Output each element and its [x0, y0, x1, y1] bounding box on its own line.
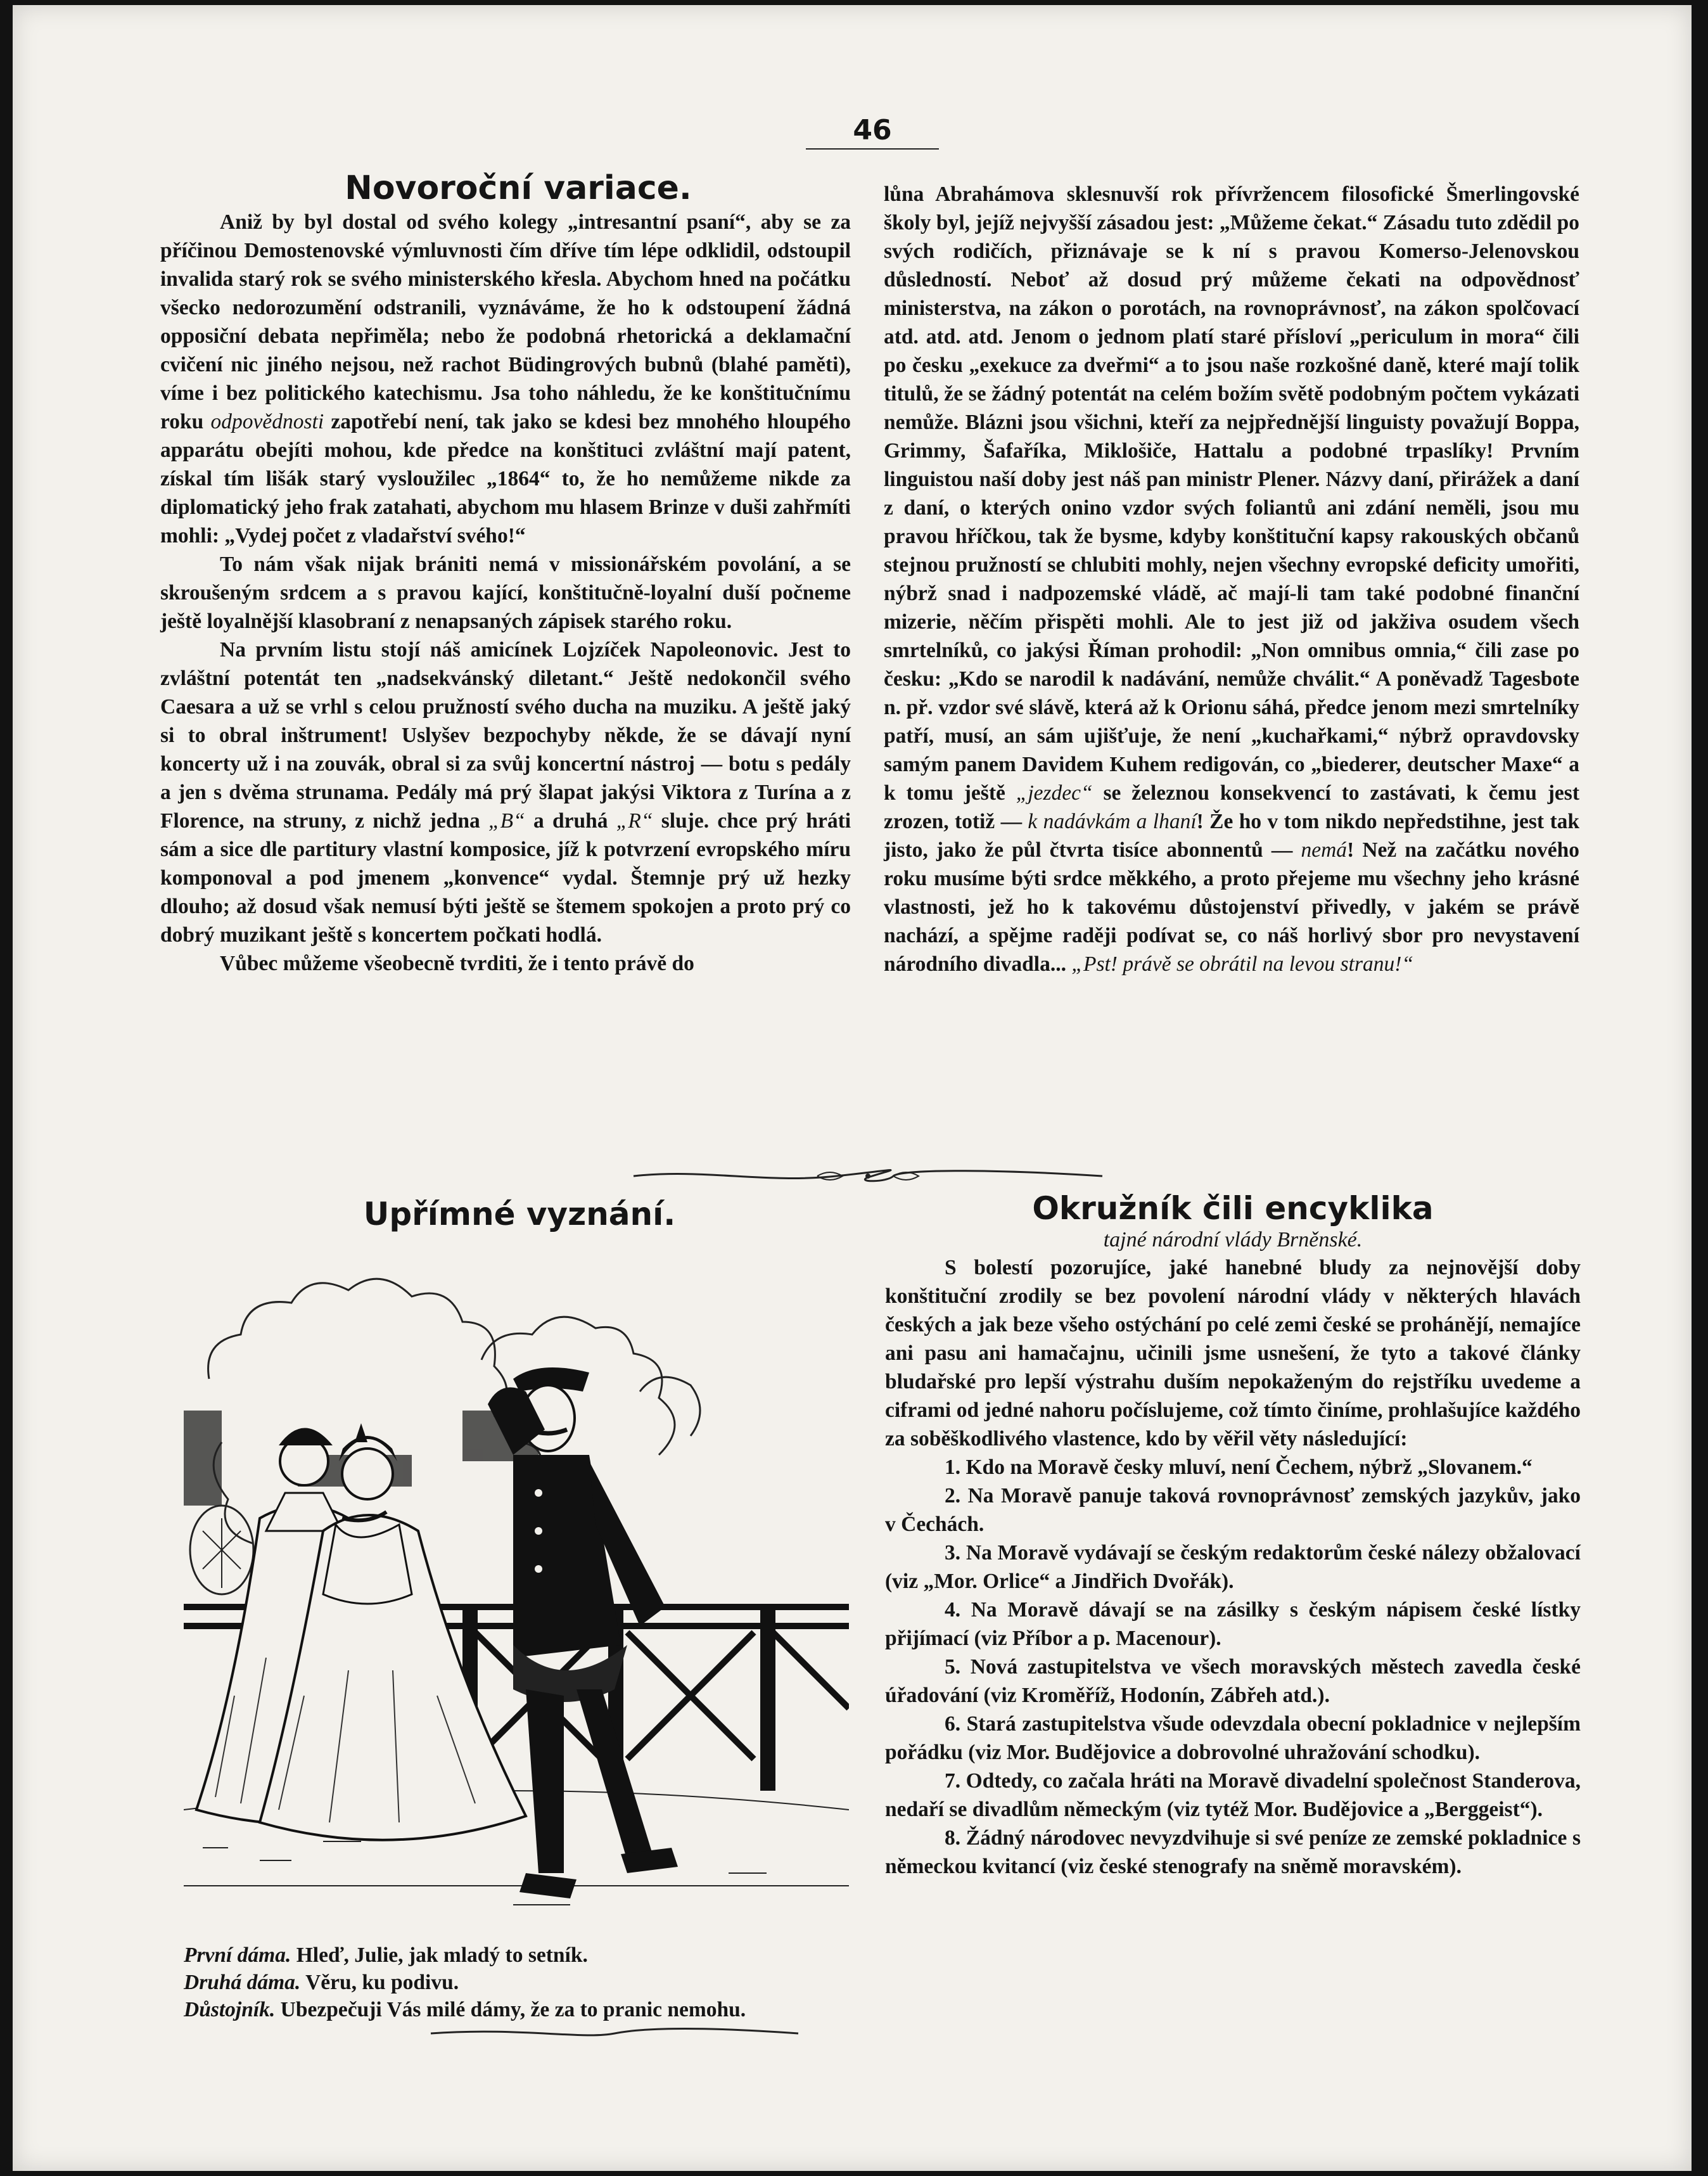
article-continuation — [884, 180, 1579, 978]
article-title: Okružník čili encyklika — [1032, 1190, 1434, 1227]
caption-line — [184, 1942, 855, 1969]
article-okruznik — [885, 1190, 1581, 1881]
paragraph-text: sluje. chce prý hráti sám a sice dle partitury vlastní komposice, jíž k potvrzení evropského míru komponoval a pod jmenem „konvence“ vydal. Štemnje prý už hezky dlouho; až dosud však nemusí býti ještě se štemem spokojen a proto prý co dobrý muzikant ještě s koncertem počkati hodlá. — [160, 809, 851, 947]
italic-text: „Pst! právě se obrátil na levou stranu!“ — [1071, 952, 1414, 976]
article-title: Upřímné vyznání. — [363, 1196, 676, 1232]
article-paragraph: Vůbec můžeme všeobecně tvrditi, že i tento právě do — [220, 952, 694, 975]
italic-text: „B“ — [488, 809, 525, 833]
list-item: 3. Na Moravě vydávají se českým redaktorům české nálezy obžalovací (viz „Mor. Orlice“ a Jindřich Dvořák). — [885, 1541, 1581, 1593]
newspaper-page — [13, 5, 1692, 2171]
paragraph-text: lůna Abrahámova sklesnuvší rok přívržencem filosofické Šmerlingovské školy byl, jejíž nejvyšší zásadou jest: „Můžeme čekat.“ Zásadu tuto zdědil po svých rodičích, přiznávaje se k ní s pravou Komerso-Jelenovskou důsledností. Neboť až dosud prý můžeme čekati na odpovědnosť ministerstva, na zákon o porotách, na rovnoprávnosť, na zákon spolčovací atd. atd. atd. Jenom o jednom platí staré přísloví „periculum in mora“ čili po česku „exekuce za dveřmi“ a to jsou naše rozkošné daně, které mají tolik titulů, že se žádný potentát na celém božím světě podobným počtem vykázati nemůže. Blázni jsou všichni, kteří za nejpřednější linguisty považují Boppa, Grimmy, Šafaříka, Miklošiče, Hattalu a podobné trpaslíky! Prvním linguistou naší doby jest náš pan ministr Plener. Názvy daní, přirážek a daní z daní, o kterých onino vzdor svých foliantů ani zdání neměli, jsou mu pravou hříčkou, tak že bysme, kdyby konštituční kapsy rakouských občanů stejnou pružností se chlubiti mohly, nejen všechny evropské deficity umořiti, nýbrž snad i nadpozemské vládě, ač mají-li tam také podobné finanční mizerie, něčím přispěti mohli. Ale to jest již od jakživa osudem všech smrtelníků, co jakýsi Říman prohodil: „Non omnibus omnia,“ čili zase po česku: „Kdo se narodil k nadávání, nemůže chválit.“ A poněvadž Tagesbote n. př. vzdor své slávě, která až k Orionu sáhá, předce jenom mezi smrtelníky patří, musí, an sám ujišťuje, že není „kuchařkami,“ nýbrž opravdovsky samým panem Davidem Kuhem redigován, co „biederer, deutscher Maxe“ a k tomu ještě — [884, 182, 1579, 805]
article-paragraph — [160, 636, 851, 949]
caption-text: Ubezpečuji Vás milé dámy, že za to pranic nemohu. — [275, 1998, 746, 2021]
speaker-label: Druhá dáma. — [184, 1971, 301, 1994]
italic-text: nemá — [1301, 838, 1348, 862]
article-uprimne-vyznani — [184, 1195, 855, 2023]
paragraph-text: ! Že ho v tom nikdo nepředstihne, jest tak jisto, jako že půl čtvrta tisíce abonnentů — — [884, 810, 1579, 862]
paragraph-text: se železnou konsekvencí to zastávati, k čemu jest zrozen, totiž — — [884, 781, 1579, 833]
caption-line — [184, 1996, 855, 2023]
paragraph-text: a druhá — [525, 809, 616, 833]
article-title: Novoroční variace. — [345, 169, 692, 207]
caption-text: Věru, ku podivu. — [300, 1971, 459, 1994]
list-item: 7. Odtedy, co začala hráti na Moravě divadelní společnost Standerova, nedaří se divadlům německým (viz tytéž Mor. Budějovice a „Berggeist“). — [885, 1769, 1581, 1821]
paragraph-text: zapotřebí není, tak jako se kdesi bez mnohého hloupého apparátu obejíti mohou, kde předce na konštituci zvláštní mají patent, získal tím lišák starý vysloužilec „1864“ to, že ho nemůžeme nikde za diplomatický jeho frak zatahati, abychom mu hlasem Brinze v duši zahřmíti mohli: „Vydej počet z vladařství svého!“ — [160, 410, 851, 547]
article-novorocni-variace — [160, 169, 851, 978]
italic-text: k nadávkám a lhaní — [1028, 810, 1197, 833]
cartoon-caption — [184, 1942, 855, 2023]
ornament-divider-bottom — [424, 2024, 805, 2043]
italic-text: „R“ — [616, 809, 653, 833]
list-item: 8. Žádný národovec nevyzdvihuje si své peníze ze zemské pokladnice s německou kvitancí (viz české stenografy na sněmě moravském). — [885, 1826, 1581, 1878]
italic-text: „jezdec“ — [1016, 781, 1093, 805]
article-subtitle: tajné národní vlády Brněnské. — [1103, 1228, 1363, 1251]
caption-line — [184, 1969, 855, 1996]
ornament-divider — [627, 1163, 1109, 1189]
paragraph-text: ! Než na začátku nového roku musíme býti srdce měkkého, a proto přejeme mu všechny jeho krásné vlastnosti, jež ho k takovému důstojenství přivedly, v jakém se právě nachází, a spějme raději podívat se, co náš horlivý sbor pro nevystavení národního divadla... — [884, 838, 1579, 976]
page-number: 46 — [853, 114, 892, 146]
article-paragraph — [884, 180, 1579, 978]
italic-text: odpovědnosti — [210, 410, 324, 433]
paragraph-text: Na prvním listu stojí náš amicínek Lojzíček Napoleonovic. Jest to zvláštní potentát ten „nadsekvánský diletant.“ Ještě nedokončil svého Caesara a už se vrhl s celou pružností svého ducha na muziku. A ještě jaký si to obral inštrument! Uslyšev bezpochyby někde, že se dávají nyní koncerty už i na zouvák, obral si za svůj koncertní nástroj — botu s pedály a jen s dvěma strunama. Pedály má prý šlapat jakýsi Viktora z Turína a z Florence, na struny, z nichž jedna — [160, 638, 851, 833]
page-number-rule — [806, 148, 939, 150]
list-item: 2. Na Moravě panuje taková rovnoprávnosť zemských jazykův, jako v Čechách. — [885, 1484, 1581, 1536]
speaker-label: První dáma. — [184, 1943, 291, 1967]
paragraph-text: Aniž by byl dostal od svého kolegy „intresantní psaní“, aby se za příčinou Demostenovské výmluvnosti čím dříve tím lépe odklidil, odstoupil invalida starý rok se svého ministerského křesla. Abychom hned na počátku všecko nedorozumění odstranili, vyznáváme, že ho k odstoupení žádná opposiční debata nepřiměla; nebo že podobná rhetorická a deklamační cvičení nic jiného nejsou, než rachot Büdingrových bubnů (blahé paměti), víme i bez politického katechismu. Jsa toho náhledu, že ke konštitučnímu roku — [160, 210, 851, 433]
list-item: 5. Nová zastupitelstva ve všech moravských městech zavedla české úřadování (viz Kroměříž, Hodonín, Zábřeh atd.). — [885, 1655, 1581, 1707]
cartoon-illustration — [184, 1252, 849, 1936]
article-paragraph: S bolestí pozorujíce, jaké hanebné bludy za nejnovější doby konštituční zrodily se bez povolení národní vlády v některých hlavách českých a jak beze všeho ostýchání po celé zemi české se prohánějí, nemajíce ani pasu ani hamačajnu, učinili jsme usnešení, že tyto a takové články bludařské pro lepší výstrahu duším nepokaženým do rejstříku uvedeme a ciframi od jedné nahoru počíslujeme, což tímto činíme, prohlašujíce každého za soběškodlivého vlastence, kdo by věřil věty následující: — [885, 1256, 1581, 1450]
caption-text: Hleď, Julie, jak mladý to setník. — [291, 1943, 588, 1967]
list-item: 4. Na Moravě dávají se na zásilky s českým nápisem české lístky přijímací (viz Příbor a p. Macenour). — [885, 1598, 1581, 1650]
list-item: 6. Stará zastupitelstva všude odevzdala obecní pokladnice v nejlepším pořádku (viz Mor. Budějovice a dobrovolné uhražování schodku). — [885, 1712, 1581, 1764]
article-paragraph — [160, 208, 851, 550]
article-paragraph: To nám však nijak brániti nemá v missionářském povolání, a se skroušeným srdcem a s pravou kající, konštitučně-loyalní duší počneme ještě loyalnější klasobraní z nenapsaných zápisek starého roku. — [160, 553, 851, 633]
speaker-label: Důstojník. — [184, 1998, 276, 2021]
list-item: 1. Kdo na Moravě česky mluví, není Čechem, nýbrž „Slovanem.“ — [945, 1456, 1533, 1479]
